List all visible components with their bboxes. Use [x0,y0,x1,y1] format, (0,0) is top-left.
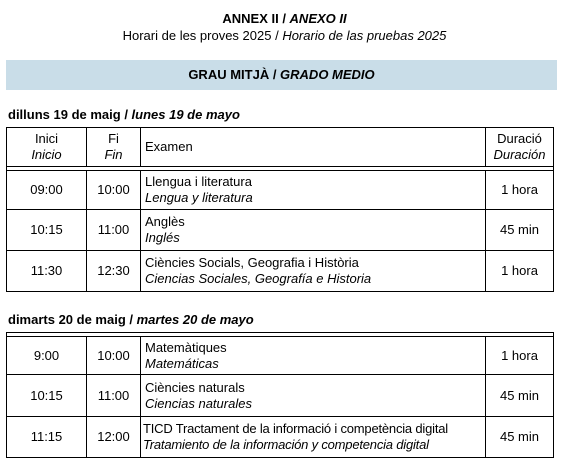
exam-name [141,210,486,251]
exam-name [141,375,486,417]
duration: 1 hora [486,171,554,210]
exam-name-es: Matemáticas [145,355,219,371]
duration: 45 min [486,210,554,251]
end-time: 11:00 [87,210,141,251]
exam-name-ca: Matemàtiques [145,339,227,355]
subtitle-es: Horario de las pruebas 2025 [282,28,447,43]
start-header-ca: Inici [34,131,59,146]
exam-name [141,417,486,458]
end-time: 11:00 [87,375,141,417]
duration: 45 min [486,375,554,417]
exam-name-es: Ciencias Sociales, Geografía e Historia [145,271,372,286]
exam-name-es: Ciencias naturales [145,395,252,411]
start-time: 10:15 [7,375,87,417]
exam-name [141,251,486,292]
start-header-es: Inicio [31,147,62,162]
document-header [0,10,569,44]
table-row [7,251,554,292]
start-time: 09:00 [7,171,87,210]
exam-name-ca: TICD Tractament de la informació i competència digital [143,421,448,436]
end-time: 10:00 [87,337,141,375]
exam-header: Examen [145,139,193,154]
exam-name-ca: Llengua i literatura [145,174,252,189]
level-banner-separator: / [269,67,281,82]
start-time: 11:30 [7,251,87,292]
end-time: 12:30 [87,251,141,292]
duration-header-ca: Duració [497,131,542,146]
column-header-start [7,128,87,167]
annex-title-es: ANEXO II [289,11,347,26]
table-row [7,337,554,375]
day-1-label-es: lunes 19 de mayo [131,107,240,122]
duration: 45 min [486,417,554,458]
start-time: 11:15 [7,417,87,458]
annex-title-separator: / [278,11,290,26]
schedule-table-day-2 [6,332,554,458]
exam-name [141,171,486,210]
day-1-label-ca: dilluns 19 de maig [8,107,121,122]
exam-name-ca: Ciències Socials, Geografia i Història [145,255,359,270]
table-row [7,210,554,251]
annex-title [0,10,569,27]
subtitle-separator: / [271,28,283,43]
day-2-separator: / [125,312,137,327]
table-header-row [7,128,554,167]
day-2-label-ca: dimarts 20 de maig [8,312,126,327]
duration-header-es: Duración [493,147,546,162]
day-heading-2 [8,312,254,328]
exam-name-es: Lengua y literatura [145,190,253,205]
exam-name-ca: Anglès [145,214,185,229]
column-header-exam [141,128,486,167]
start-time: 10:15 [7,210,87,251]
table-row [7,375,554,417]
column-header-end [87,128,141,167]
exam-name-es: Inglés [145,230,180,245]
day-2-label-es: martes 20 de mayo [136,312,254,327]
level-banner-ca: GRAU MITJÀ [188,67,270,82]
day-1-separator: / [120,107,132,122]
column-header-duration [486,128,554,167]
exam-name [141,337,486,375]
duration: 1 hora [486,337,554,375]
table-row [7,417,554,458]
level-banner-es: GRADO MEDIO [280,67,375,82]
level-banner [6,60,557,90]
annex-title-ca: ANNEX II [222,11,279,26]
end-time: 10:00 [87,171,141,210]
subtitle-ca: Horari de les proves 2025 [122,28,272,43]
duration: 1 hora [486,251,554,292]
document-subtitle [0,27,569,44]
end-time: 12:00 [87,417,141,458]
exam-name-ca: Ciències naturals [145,379,245,395]
table-row [7,171,554,210]
exam-name-es: Tratamiento de la información y competencia digital [143,437,429,452]
end-header-es: Fin [104,147,123,162]
day-heading-1 [8,107,240,123]
schedule-table-day-1 [6,127,554,292]
start-time: 9:00 [7,337,87,375]
end-header-ca: Fi [108,131,119,146]
